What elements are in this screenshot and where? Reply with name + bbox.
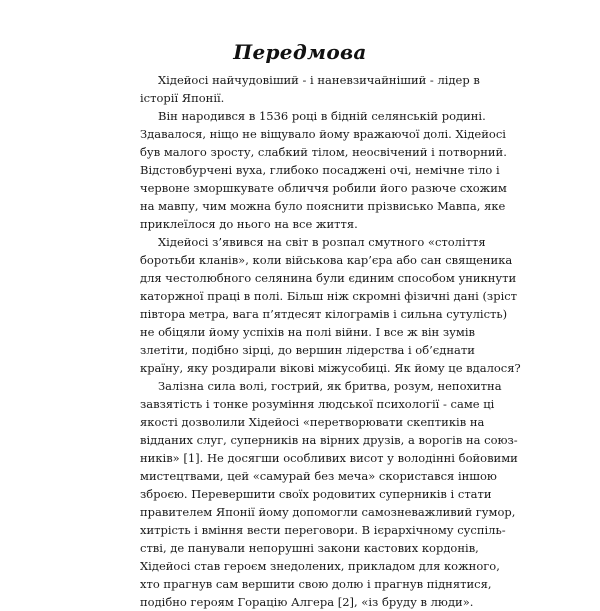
text-line: якості дозволили Хідейосі «перетворювати скептиків на xyxy=(140,415,485,429)
text-line: був малого зросту, слабкий тілом, неосвічений і потворний. xyxy=(140,145,507,159)
text-line: злетіти, подібно зірці, до вершин лідерства і об’єднати xyxy=(140,343,475,357)
text-line: Він народився в 1536 році в бідній селянській родині. xyxy=(158,109,486,123)
body-text xyxy=(140,71,521,611)
text-line: Хідейосі найчудовіший - і наневзичайніший - лідер в xyxy=(158,73,480,87)
paragraph-2 xyxy=(140,107,507,233)
text-line: правителем Японії йому допомогли самозневажливий гумор, xyxy=(140,505,516,519)
text-line: ників» [1]. Не досягши особливих висот у володінні бойовими xyxy=(140,451,518,465)
text-line: відданих слуг, суперників на вірних друзів, а ворогів на союз- xyxy=(140,433,518,447)
page-title: Передмова xyxy=(233,40,367,64)
text-line: приклеїлося до нього на все життя. xyxy=(140,217,358,231)
text-line: Хідейосі з’явився на світ в розпал смутного «століття xyxy=(158,235,486,249)
text-line: боротьби кланів», коли військова кар’єра або сан священика xyxy=(140,253,513,267)
text-line: подібно героям Горацію Алгера [2], «із бруду в люди». xyxy=(140,595,474,609)
text-line: червоне зморшкувате обличчя робили його разюче схожим xyxy=(140,181,507,195)
paragraph-1 xyxy=(140,71,480,107)
text-line: Здавалося, ніщо не віщувало йому вражаючої долі. Хідейосі xyxy=(140,127,506,141)
text-line: Відстовбурчені вуха, глибоко посаджені очі, немічне тіло і xyxy=(140,163,500,177)
text-line: Залізна сила волі, гострий, як бритва, розум, непохитна xyxy=(158,379,502,393)
text-line: хитрість і вміння вести переговори. В ієрархічному суспіль- xyxy=(140,523,506,537)
text-line: хто прагнув сам вершити свою долю і прагнув піднятися, xyxy=(140,577,492,591)
text-line: історії Японії. xyxy=(140,91,225,105)
text-line: не обіцяли йому успіхів на полі війни. І все ж він зумів xyxy=(140,325,476,339)
text-line: каторжної праці в полі. Більш ніж скромні фізичні дані (зріст xyxy=(140,289,518,303)
paragraph-4 xyxy=(140,377,518,611)
text-line: на мавпу, чим можна було пояснити прізвисько Мавпа, яке xyxy=(140,199,506,213)
text-line: мистецтвами, цей «самурай без меча» скористався іншою xyxy=(140,469,497,483)
text-line: півтора метра, вага п’ятдесят кілограмів і сильна сутулість) xyxy=(140,307,508,321)
text-line: завзятість і тонке розуміння людської психології - саме ці xyxy=(140,397,495,411)
text-line: Хідейосі став героєм знедолених, прикладом для кожного, xyxy=(140,559,500,573)
text-line: стві, де панували непорушні закони кастових кордонів, xyxy=(140,541,479,555)
paragraph-3 xyxy=(140,233,521,377)
text-line: зброєю. Перевершити своїх родовитих суперників і стати xyxy=(140,487,492,501)
text-line: країну, яку роздирали вікові міжусобиці. Як йому це вдалося? xyxy=(140,361,521,375)
text-line: для честолюбного селянина були єдиним способом уникнути xyxy=(140,271,517,285)
